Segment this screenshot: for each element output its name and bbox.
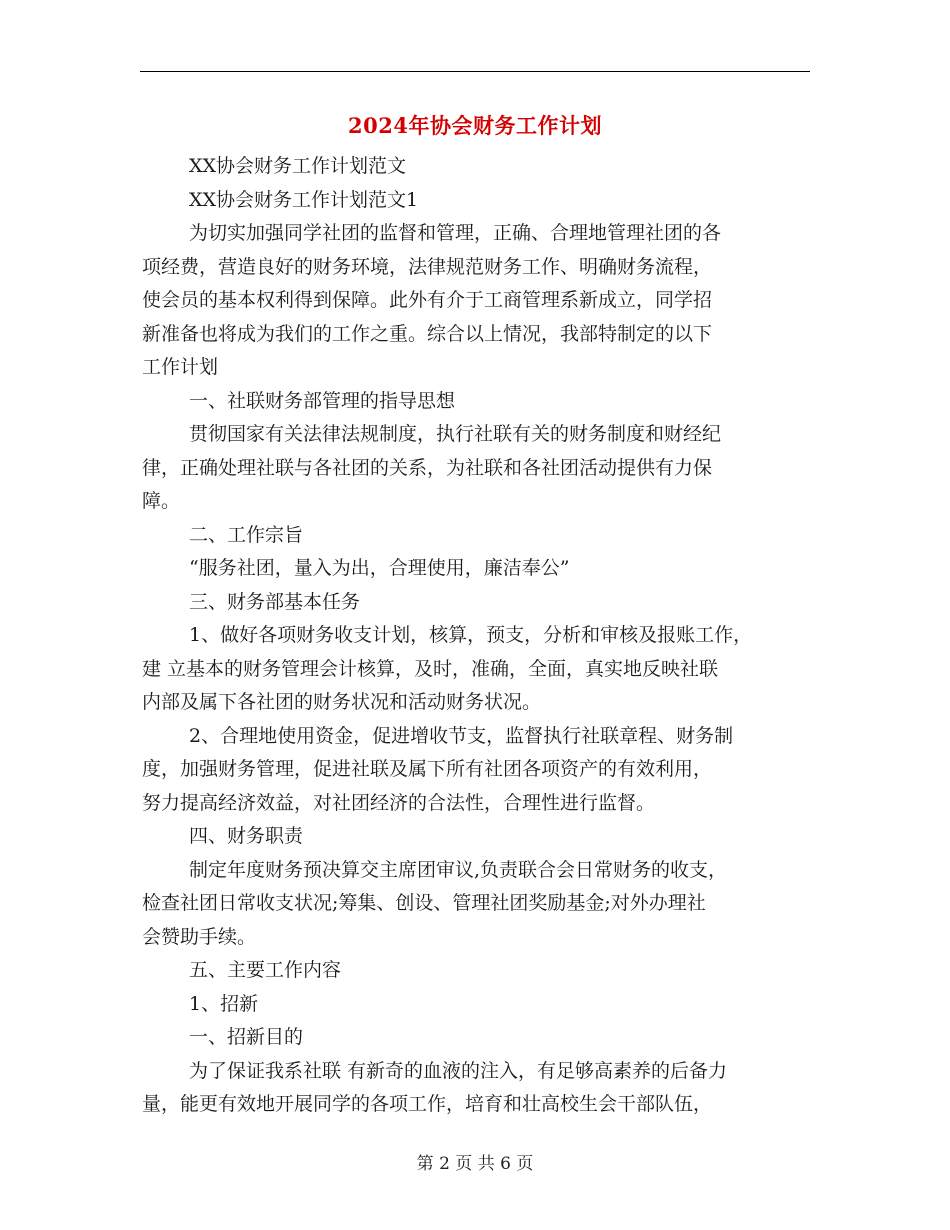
- body-line: 贯彻国家有关法律法规制度，执行社联有关的财务制度和财经纪: [189, 423, 722, 445]
- body-line: XX协会财务工作计划范文: [189, 155, 407, 177]
- section-heading: 一、招新目的: [189, 1026, 304, 1048]
- body-line: 为了保证我系社联 有新奇的血液的注入，有足够高素养的后备力: [189, 1059, 728, 1082]
- section-heading: 三、财务部基本任务: [189, 590, 361, 613]
- body-line: 律，正确处理社联与各社团的关系，为社联和各社团活动提供有力保: [142, 456, 713, 479]
- body-line: 2、合理地使用资金，促进增收节支，监督执行社联章程、财务制: [189, 724, 734, 747]
- body-line: 工作计划: [142, 356, 219, 378]
- body-line: 内部及属下各社团的财务状况和活动财务状况。: [142, 691, 542, 713]
- body-line: 检查社团日常收支状况;筹集、创设、管理社团奖励基金;对外办理社: [142, 892, 706, 914]
- body-line: 障。: [142, 490, 181, 512]
- header-rule: [140, 71, 810, 72]
- body-line: 建 立基本的财务管理会计核算，及时，准确，全面，真实地反映社联: [142, 657, 719, 680]
- body-line: 1、做好各项财务收支计划，核算，预支，分析和审核及报账工作，: [189, 624, 753, 646]
- section-heading: 四、财务职责: [189, 825, 304, 847]
- body-line: XX协会财务工作计划范文1: [189, 188, 419, 211]
- section-heading: 五、主要工作内容: [189, 959, 342, 981]
- document-title: 2024年协会财务工作计划: [348, 113, 602, 138]
- body-line: 度，加强财务管理，促进社联及属下所有社团各项资产的有效利用，: [142, 758, 713, 780]
- section-heading: 二、工作宗旨: [189, 523, 304, 546]
- body-line: 制定年度财务预决算交主席团审议,负责联合会日常财务的收支，: [189, 858, 728, 881]
- body-line: 使会员的基本权利得到保障。此外有介于工商管理系新成立，同学招: [142, 289, 713, 311]
- page-number: 第 2 页 共 6 页: [416, 1154, 534, 1174]
- body-line: “服务社团，量入为出，合理使用，廉洁奉公”: [189, 557, 570, 579]
- document-body: [142, 150, 814, 1122]
- body-line: 会赞助手续。: [142, 925, 257, 948]
- body-line: 为切实加强同学社团的监督和管理，正确、合理地管理社团的各: [189, 222, 722, 244]
- section-heading: 一、社联财务部管理的指导思想: [189, 389, 456, 412]
- body-line: 努力提高经济效益，对社团经济的合法性，合理性进行监督。: [142, 791, 656, 814]
- body-line: 量，能更有效地开展同学的各项工作，培育和壮高校生会干部队伍，: [142, 1093, 713, 1115]
- body-line: 新准备也将成为我们的工作之重。综合以上情况，我部特制定的以下: [142, 322, 713, 345]
- section-heading: 1、招新: [189, 992, 259, 1015]
- body-line: 项经费，营造良好的财务环境，法律规范财务工作、明确财务流程，: [142, 255, 713, 278]
